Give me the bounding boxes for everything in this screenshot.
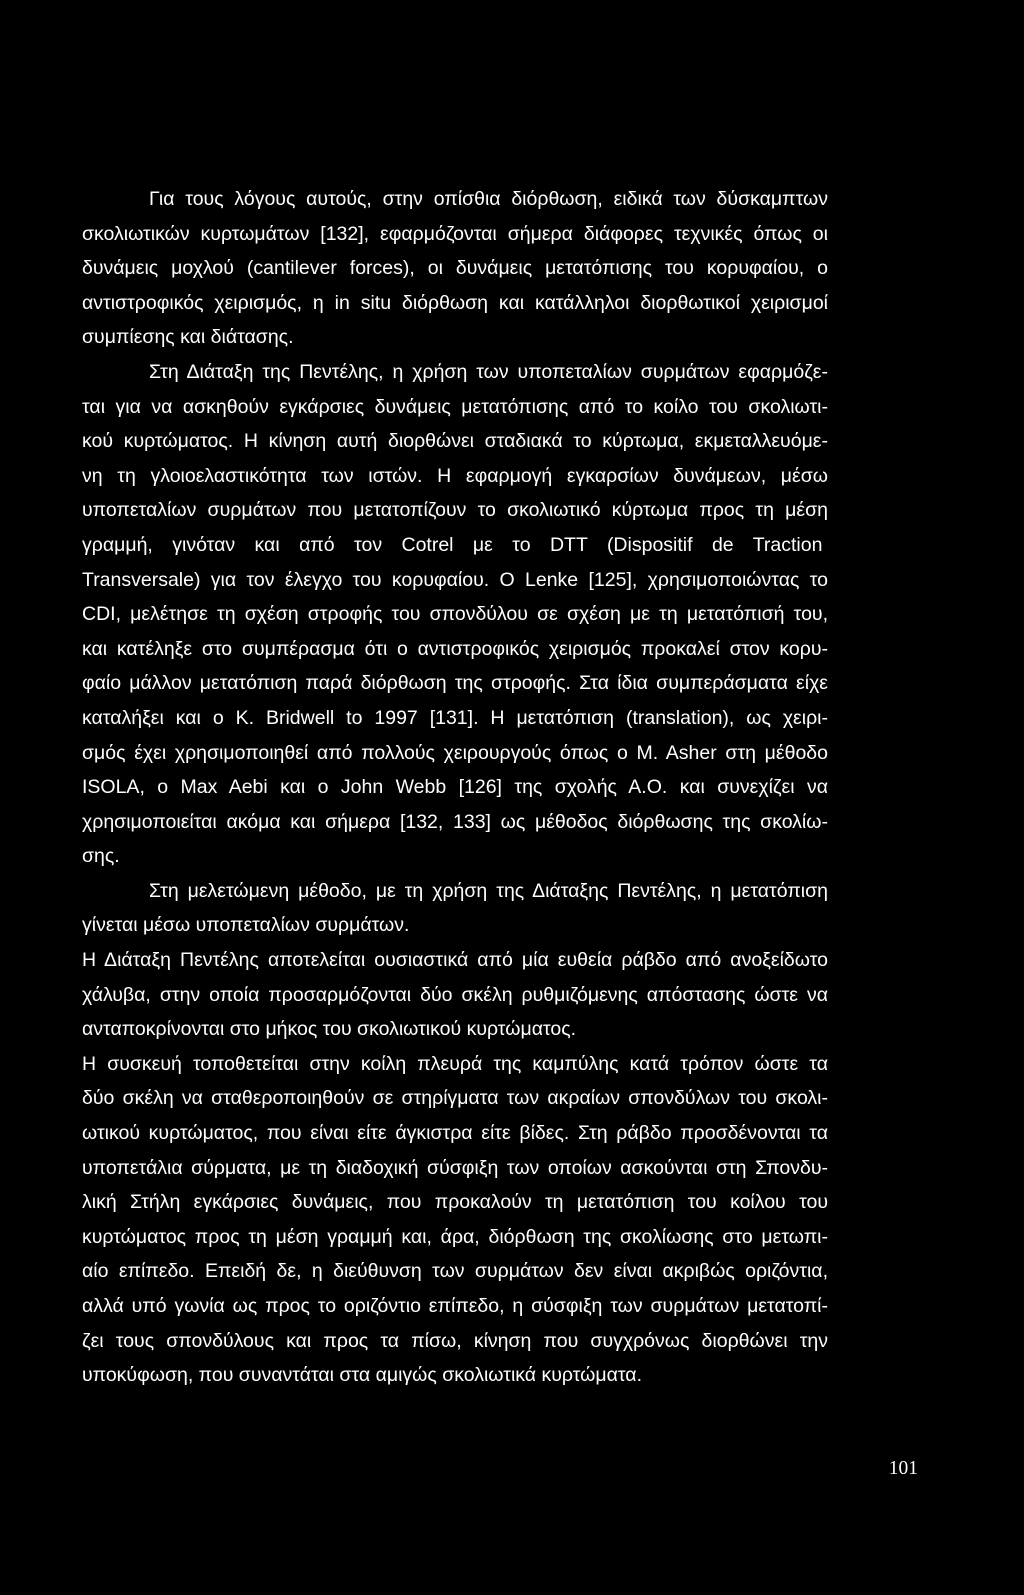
text-line: Στη μελετώμενη μέθοδο, με τη χρήση της Διάταξης Πεντέλης, η μετατόπιση — [149, 879, 828, 902]
text-line: αντιστροφικός χειρισμός, η in situ διόρθωση και κατάλληλοι διορθωτικοί χειρισμοί — [82, 291, 828, 314]
text-line: γραμμή, γινόταν και από τον Cotrel με το DTT (Dispositif de Traction — [82, 533, 823, 556]
text-line: Στη Διάταξη της Πεντέλης, η χρήση των υποπεταλίων συρμάτων εφαρμόζε- — [149, 360, 828, 383]
text-line: ISOLA, ο Max Aebi και ο John Webb [126] της σχολής Α.Ο. και συνεχίζει να — [82, 776, 828, 799]
text-line: σης. — [82, 845, 120, 868]
text-line: χάλυβα, στην οποία προσαρμόζονται δύο σκέλη ρυθμιζόμενης απόστασης ώστε να — [82, 983, 828, 1006]
text-line: συμπίεσης και διάτασης. — [82, 326, 294, 349]
text-line: ζει τους σπονδύλους και προς τα πίσω, κίνηση που συγχρόνως διορθώνει την — [82, 1329, 828, 1352]
text-line: ωτικού κυρτώματος, που είναι είτε άγκιστρα είτε βίδες. Στη ράβδο προσδένονται τα — [82, 1122, 828, 1145]
text-line: νη τη γλοιοελαστικότητα των ιστών. Η εφαρμογή εγκαρσίων δυνάμεων, μέσω — [82, 464, 828, 487]
text-line: κυρτώματος προς τη μέση γραμμή και, άρα, διόρθωση της σκολίωσης στο μετωπι- — [82, 1225, 828, 1248]
page-number: 101 — [888, 1458, 918, 1479]
text-line: Η Διάταξη Πεντέλης αποτελείται ουσιαστικά από μία ευθεία ράβδο από ανοξείδωτο — [82, 949, 828, 972]
text-line: κού κυρτώματος. Η κίνηση αυτή διορθώνει σταδιακά το κύρτωμα, εκμεταλλευόμε- — [82, 430, 828, 453]
text-line: Η συσκευή τοποθετείται στην κοίλη πλευρά της καμπύλης κατά τρόπον ώστε τα — [82, 1052, 828, 1075]
text-line: λική Στήλη εγκάρσιες δυνάμεις, που προκαλούν τη μετατόπιση του κοίλου του — [82, 1191, 828, 1214]
text-line: ται για να ασκηθούν εγκάρσιες δυνάμεις μετατόπισης από το κοίλο του σκολιωτι- — [82, 395, 828, 418]
text-line: αίο επίπεδο. Επειδή δε, η διεύθυνση των συρμάτων δεν είναι ακριβώς οριζόντια, — [82, 1260, 828, 1283]
text-line: δύο σκέλη να σταθεροποιηθούν σε στηρίγματα των ακραίων σπονδύλων του σκολι- — [82, 1087, 828, 1110]
text-line: Για τους λόγους αυτούς, στην οπίσθια διόρθωση, ειδικά των δύσκαμπτων — [149, 188, 828, 210]
text-line: υποπετάλια σύρματα, με τη διαδοχική σύσφιξη των οποίων ασκούνται στη Σπονδυ- — [82, 1156, 828, 1179]
text-line: αλλά υπό γωνία ως προς το οριζόντιο επίπεδο, η σύσφιξη των συρμάτων μετατοπί- — [82, 1295, 828, 1317]
text-line: σμός έχει χρησιμοποιηθεί από πολλούς χειρουργούς όπως ο M. Asher στη μέθοδο — [82, 741, 828, 764]
text-line: φαίο μάλλον μετατόπιση παρά διόρθωση της στροφής. Στα ίδια συμπεράσματα είχε — [82, 672, 828, 695]
text-line: χρησιμοποιείται ακόμα και σήμερα [132, 133] ως μέθοδος διόρθωσης της σκολίω- — [82, 810, 828, 833]
text-line: Transversale) για τον έλεγχο του κορυφαίου. Ο Lenke [125], χρησιμοποιώντας το — [82, 568, 828, 591]
text-line: υποπεταλίων συρμάτων που μετατοπίζουν το σκολιωτικό κύρτωμα προς τη μέση — [82, 499, 828, 522]
text-line: σκολιωτικών κυρτωμάτων [132], εφαρμόζονται σήμερα διάφορες τεχνικές όπως οι — [82, 222, 828, 245]
body-text — [82, 182, 828, 1393]
text-line: CDI, μελέτησε τη σχέση στροφής του σπονδύλου σε σχέση με τη μετατόπισή του, — [82, 603, 828, 626]
text-line: υποκύφωση, που συναντάται στα αμιγώς σκολιωτικά κυρτώματα. — [82, 1364, 642, 1387]
text-line: καταλήξει και ο K. Bridwell to 1997 [131]. Η μετατόπιση (translation), ως χειρι- — [82, 706, 828, 729]
text-line: ανταποκρίνονται στο μήκος του σκολιωτικού κυρτώματος. — [82, 1018, 577, 1041]
text-line: γίνεται μέσω υποπεταλίων συρμάτων. — [82, 914, 410, 937]
text-line: δυνάμεις μοχλού (cantilever forces), οι δυνάμεις μετατόπισης του κορυφαίου, ο — [82, 257, 828, 280]
text-line: και κατέληξε στο συμπέρασμα ότι ο αντιστροφικός χειρισμός προκαλεί στον κορυ- — [82, 637, 828, 660]
